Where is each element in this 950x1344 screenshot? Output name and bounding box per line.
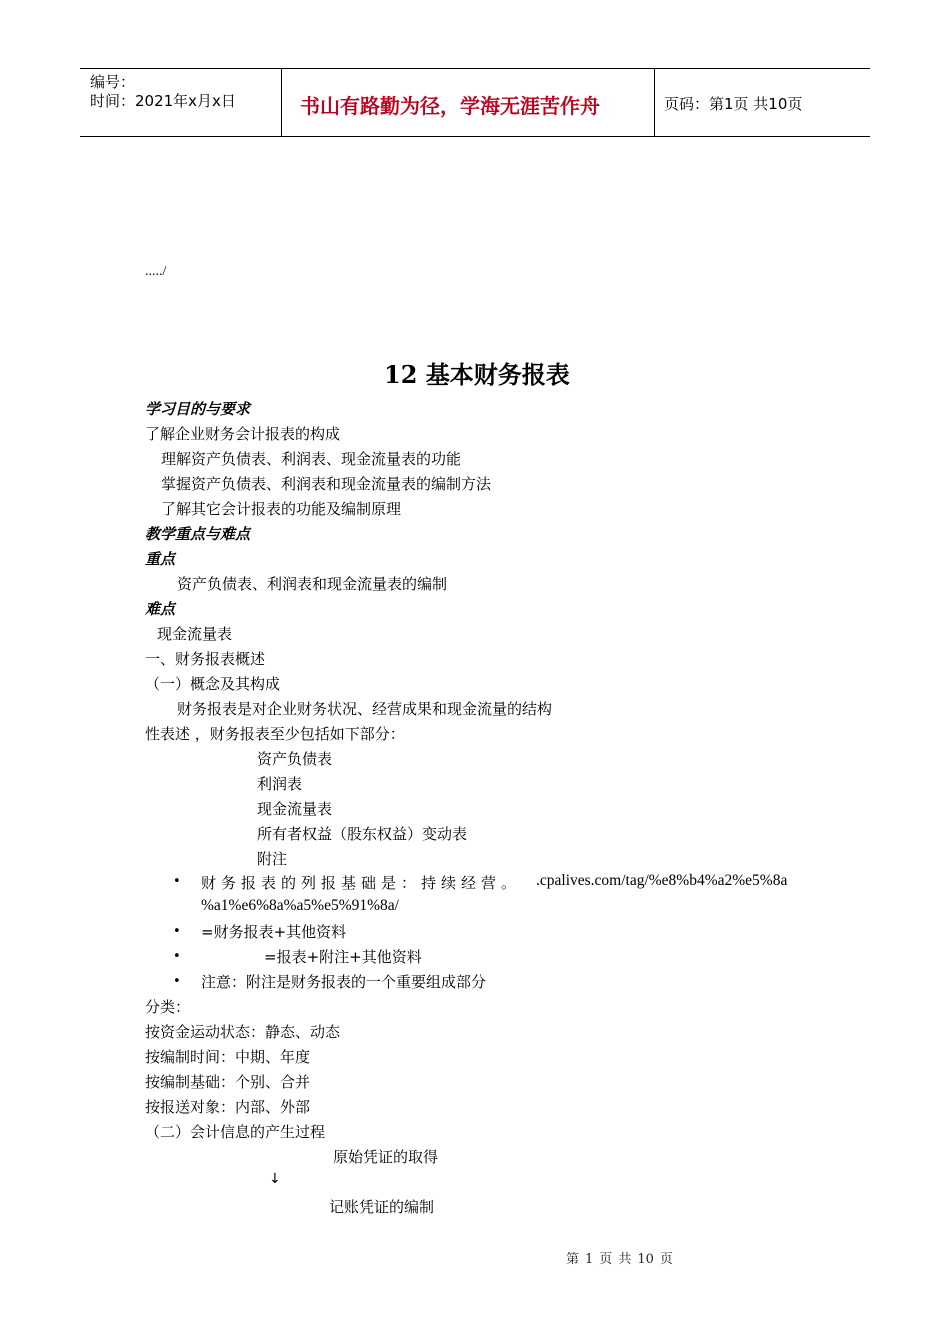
header-divider-right (654, 68, 655, 136)
footer-page-number: 1 (585, 1252, 594, 1267)
footer-total-pages: 10 (637, 1252, 654, 1267)
footer-gong: 共 (618, 1252, 632, 1267)
classification-2: 按编制时间：中期、年度 (145, 1048, 311, 1066)
part-income-statement: 利润表 (257, 775, 303, 793)
objective-2: 理解资产负债表、利润表、现金流量表的功能 (161, 450, 462, 468)
key-points-label: 重点 (145, 550, 176, 568)
definition-line-2: 性表述 ，财务报表至少包括如下部分： (145, 725, 405, 743)
part-equity-changes: 所有者权益（股东权益）变动表 (257, 825, 468, 843)
bullet-3-text: =报表+附注+其他资料 (264, 948, 422, 966)
subsection-2-heading: （二）会计信息的产生过程 (145, 1123, 326, 1141)
difficulty: 现金流量表 (157, 625, 233, 643)
classification-4: 按报送对象：内部、外部 (145, 1098, 311, 1116)
flow-step-2: 记账凭证的编制 (329, 1198, 435, 1216)
objective-4: 了解其它会计报表的功能及编制原理 (161, 500, 402, 518)
header-motto: 书山有路勤为径，学海无涯苦作舟 (300, 94, 600, 118)
bullet-1-link[interactable]: .cpalives.com/tag/%e8%b4%a2%e5%8a (536, 872, 788, 889)
classification-3: 按编制基础：个别、合并 (145, 1073, 311, 1091)
header-bottom-rule (80, 136, 870, 137)
subsection-1-heading: （一）概念及其构成 (145, 675, 281, 693)
objective-3: 掌握资产负债表、利润表和现金流量表的编制方法 (161, 475, 492, 493)
part-cash-flow: 现金流量表 (257, 800, 333, 818)
classification-heading: 分类： (145, 998, 191, 1016)
flow-down-arrow-icon: ↓ (269, 1171, 281, 1187)
header-divider-left (281, 68, 282, 136)
classification-1: 按资金运动状态：静态、动态 (145, 1023, 341, 1041)
part-balance-sheet: 资产负债表 (257, 750, 333, 768)
bullet-dot: • (173, 974, 181, 989)
bullet-1-text: 财务报表的列报基础是：持续经营。 (201, 874, 522, 892)
key-heading: 教学重点与难点 (145, 525, 251, 543)
objective-1: 了解企业财务会计报表的构成 (145, 425, 341, 443)
section-1-heading: 一、财务报表概述 (145, 650, 266, 668)
header-page-label: 页码：第1页 共10页 (664, 95, 803, 113)
difficulty-label: 难点 (145, 600, 176, 618)
footer-ye2: 页 (659, 1252, 673, 1267)
footer-di: 第 (566, 1252, 580, 1267)
flow-step-1: 原始凭证的取得 (333, 1148, 439, 1166)
document-title: 12 基本财务报表 (384, 360, 570, 389)
footer-ye: 页 (599, 1252, 613, 1267)
top-mark: ...../ (145, 264, 167, 279)
definition-line-1: 财务报表是对企业财务状况、经营成果和现金流量的结构 (177, 700, 553, 718)
objectives-heading: 学习目的与要求 (145, 400, 251, 418)
header-time-label: 时间：2021年x月x日 (90, 92, 236, 110)
part-notes: 附注 (257, 850, 288, 868)
bullet-dot: • (173, 949, 181, 964)
header-top-rule (80, 68, 870, 69)
bullet-4-text: 注意：附注是财务报表的一个重要组成部分 (201, 973, 487, 991)
bullet-2-text: =财务报表+其他资料 (201, 923, 347, 941)
page-footer (563, 1248, 676, 1267)
bullet-dot: • (173, 924, 181, 939)
header-number-label: 编号： (90, 73, 136, 91)
key-points: 资产负债表、利润表和现金流量表的编制 (177, 575, 448, 593)
bullet-1-link-continued[interactable]: %a1%e6%8a%a5%e5%91%8a/ (201, 897, 399, 914)
bullet-dot: • (173, 874, 181, 889)
